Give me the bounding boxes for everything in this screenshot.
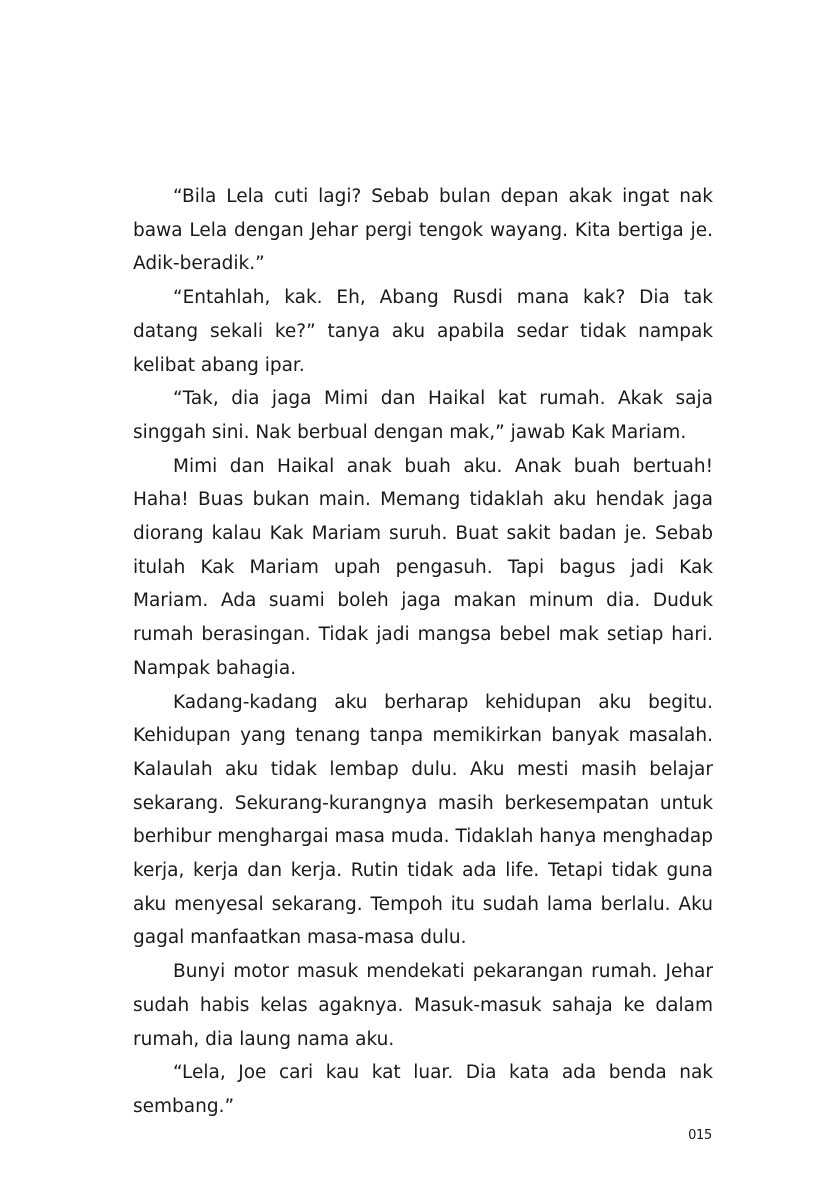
paragraph-4: Mimi dan Haikal anak buah aku. Anak buah bertuah! Haha! Buas bukan main. Memang tidaklah aku hendak jaga diorang kalau Kak Mariam suruh. Buat sakit badan je. Sebab itulah Kak Mariam upah pengasuh. Tapi bagus jadi Kak Mariam. Ada suami boleh jaga makan minum dia. Duduk rumah berasingan. Tidak jadi mangsa bebel mak setiap hari. Nampak bahagia. <box>133 455 713 679</box>
paragraph-6: Bunyi motor masuk mendekati pekarangan rumah. Jehar sudah habis kelas agaknya. Masuk-masuk sahaja ke dalam rumah, dia laung nama aku. <box>133 961 713 1050</box>
paragraph-5: Kadang-kadang aku berharap kehidupan aku begitu. Kehidupan yang tenang tanpa memikirkan banyak masalah. Kalaulah aku tidak lembap dulu. Aku mesti masih belajar sekarang. Sekurang-kurangnya masih berkesempatan untuk berhibur menghargai masa muda. Tidaklah hanya menghadap kerja, kerja dan kerja. Rutin tidak ada life. Tetapi tidak guna aku menyesal sekarang. Tempoh itu sudah lama berlalu. Aku gagal manfaatkan masa-masa dulu. <box>133 691 713 949</box>
paragraph-1: “Bila Lela cuti lagi? Sebab bulan depan akak ingat nak bawa Lela dengan Jehar pergi tengok wayang. Kita bertiga je. Adik-beradik.” <box>133 186 713 275</box>
body-text <box>133 180 713 1124</box>
page-number: 015 <box>688 1128 712 1143</box>
paragraph-3: “Tak, dia jaga Mimi dan Haikal kat rumah. Akak saja singgah sini. Nak berbual dengan mak,” jawab Kak Mariam. <box>133 388 713 443</box>
paragraph-2: “Entahlah, kak. Eh, Abang Rusdi mana kak? Dia tak datang sekali ke?” tanya aku apabila sedar tidak nampak kelibat abang ipar. <box>133 287 713 376</box>
paragraph-7: “Lela, Joe cari kau kat luar. Dia kata ada benda nak sembang.” <box>133 1062 713 1117</box>
